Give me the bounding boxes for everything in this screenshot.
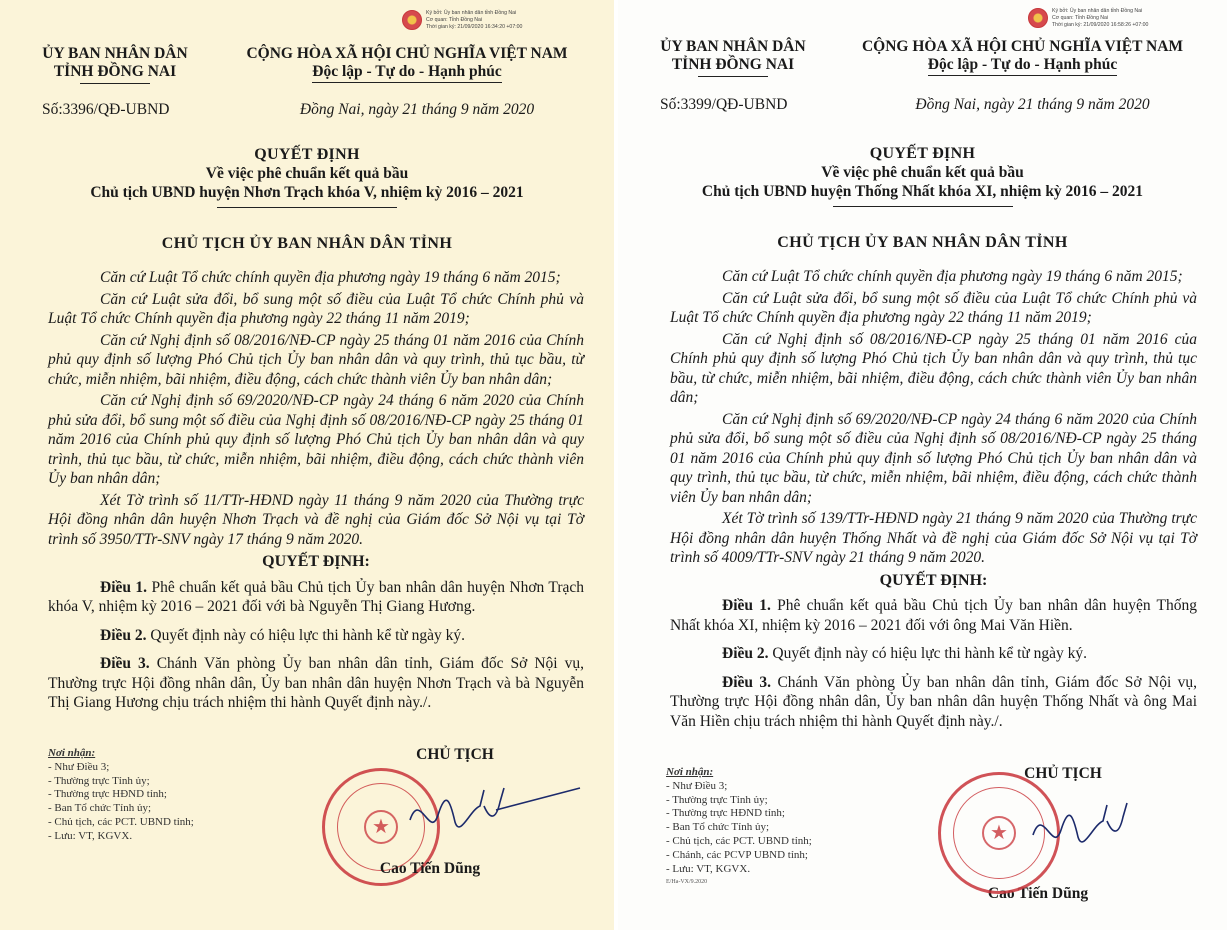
digital-signature-box: [402, 10, 522, 31]
document-title: QUYẾT ĐỊNH Về việc phê chuẩn kết quả bầu Chủ tịch UBND huyện Thống Nhất khóa XI, nhiệm kỳ 2016 – 2021: [618, 144, 1227, 207]
document-subject: Chủ tịch UBND huyện Nhơn Trạch khóa V, nhiệm kỳ 2016 – 2021: [90, 184, 524, 201]
emblem-icon: [1028, 8, 1048, 28]
document-subject: Chủ tịch UBND huyện Thống Nhất khóa XI, nhiệm kỳ 2016 – 2021: [701, 183, 1144, 200]
signature-signer: Ký bởi: Ủy ban nhân dân tỉnh Đồng Nai: [1052, 8, 1143, 14]
preamble-item: Căn cứ Luật Tổ chức chính quyền địa phương ngày 19 tháng 6 năm 2015;: [722, 268, 1183, 285]
signer-name: Cao Tiến Dũng: [987, 885, 1089, 902]
document-header: [0, 45, 614, 84]
issuing-agency: ỦY BAN NHÂN DÂN TỈNH ĐỒNG NAI: [0, 45, 200, 84]
reference-line: [0, 101, 614, 119]
recipient: - Ban Tổ chức Tỉnh ủy;: [666, 821, 770, 834]
document-header: [618, 38, 1227, 77]
signature-block: [938, 765, 1178, 902]
recipient: - Ban Tổ chức Tỉnh ủy;: [48, 802, 152, 815]
recipients-list: Nơi nhận: - Như Điều 3; - Thường trực Tỉnh ủy; - Thường trực HĐND tỉnh; - Ban Tổ chức Tỉnh ủy; - Chủ tịch, các PCT. UBND tỉnh; - Chánh, các PCVP UBND tỉnh; - Lưu: VT, KGVX. E/Ha-VX/9.2020: [666, 766, 812, 890]
document-subtitle: Về việc phê chuẩn kết quả bầu: [205, 165, 409, 182]
article-3: Điều 3. Chánh Văn phòng Ủy ban nhân dân tỉnh, Giám đốc Sở Nội vụ, Thường trực Hội đồng nhân dân, Ủy ban nhân dân huyện Nhơn Trạch và bà Nguyễn Thị Giang Hương chịu trách nhiệm thi hành Quyết định này./.: [48, 655, 585, 711]
national-title: CỘNG HÒA XÃ HỘI CHỦ NGHĨA VIỆT NAM Độc lập - Tự do - Hạnh phúc: [200, 45, 614, 84]
decision-heading: QUYẾT ĐỊNH:: [879, 571, 988, 589]
national-motto: Độc lập - Tự do - Hạnh phúc: [928, 56, 1117, 76]
article-1: Điều 1. Phê chuẩn kết quả bầu Chủ tịch Ủy ban nhân dân huyện Thống Nhất khóa XI, nhiệm kỳ 2016 – 2021 đối với ông Mai Văn Hiền.: [670, 597, 1198, 634]
document-subtitle: Về việc phê chuẩn kết quả bầu: [821, 164, 1024, 181]
signature-org: Cơ quan: Tỉnh Đồng Nai: [426, 17, 483, 23]
signer-title: CHỦ TỊCH: [416, 746, 494, 763]
article-2: Điều 2. Quyết định này có hiệu lực thi hành kể từ ngày ký.: [100, 626, 466, 644]
signature-time: Thời gian ký: 21/09/2020 16:58:26 +07:00: [1052, 22, 1149, 28]
recipient: - Thường trực Tỉnh ủy;: [666, 793, 768, 806]
recipient: - Lưu: VT, KGVX.: [48, 829, 133, 842]
recipient: - Như Điều 3;: [48, 760, 110, 773]
preamble-item: Căn cứ Luật Tổ chức chính quyền địa phương ngày 19 tháng 6 năm 2015;: [100, 269, 561, 286]
authority-heading: CHỦ TỊCH ỦY BAN NHÂN DÂN TỈNH: [161, 235, 453, 252]
recipient: - Thường trực HĐND tỉnh;: [48, 788, 167, 801]
signature-block: [330, 746, 570, 877]
signature-time: Thời gian ký: 21/09/2020 16:34:20 +07:00: [426, 24, 523, 30]
document-right: [618, 0, 1227, 930]
document-body: [48, 268, 584, 722]
document-date: Đồng Nai, ngày 21 tháng 9 năm 2020: [915, 96, 1150, 113]
recipient: - Thường trực HĐND tỉnh;: [666, 807, 785, 820]
reference-line: [618, 96, 1227, 114]
signature-signer: Ký bởi: Ủy ban nhân dân tỉnh Đồng Nai: [426, 10, 517, 16]
recipient: - Chủ tịch, các PCT. UBND tỉnh;: [666, 834, 812, 847]
emblem-icon: [402, 10, 422, 30]
article-2: Điều 2. Quyết định này có hiệu lực thi hành kể từ ngày ký.: [722, 645, 1088, 662]
national-motto: Độc lập - Tự do - Hạnh phúc: [312, 63, 501, 83]
preamble-item: Căn cứ Nghị định số 69/2020/NĐ-CP ngày 24 tháng 6 năm 2020 của Chính phủ sửa đổi, bổ sung một số điều của Nghị định số 08/2016/NĐ-CP ngày 25 tháng 01 năm 2016 của Chính phủ quy định số lượng Phó Chủ tịch Ủy ban nhân dân và quy trình, thủ tục bầu, từ chức, miễn nhiệm, bãi nhiệm, điều động, cách chức thành viên Ủy ban nhân dân;: [670, 410, 1197, 506]
preamble-item: Căn cứ Nghị định số 08/2016/NĐ-CP ngày 25 tháng 01 năm 2016 của Chính phủ quy định số lượng Phó Chủ tịch Ủy ban nhân dân và quy trình, thủ tục bầu, từ chức, miễn nhiệm, bãi nhiệm, điều động, cách chức thành viên Ủy ban nhân dân;: [670, 330, 1197, 406]
preamble-item: Xét Tờ trình số 11/TTr-HĐND ngày 11 tháng 9 năm 2020 của Thường trực Hội đồng nhân dân huyện Nhơn Trạch và đề nghị của Giám đốc Sở Nội vụ tại Tờ trình số 3950/TTr-SNV ngày 17 tháng 9 năm 2020.: [48, 491, 584, 548]
recipients-list: Nơi nhận: - Như Điều 3; - Thường trực Tỉnh ủy; - Thường trực HĐND tỉnh; - Ban Tổ chức Tỉnh ủy; - Chủ tịch, các PCT. UBND tỉnh; - Lưu: VT, KGVX.: [48, 747, 194, 842]
signature-org: Cơ quan: Tỉnh Đồng Nai: [1052, 15, 1109, 21]
decision-heading: QUYẾT ĐỊNH:: [262, 553, 370, 570]
recipient: - Như Điều 3;: [666, 779, 728, 792]
recipient: - Chánh, các PCVP UBND tỉnh;: [666, 848, 808, 861]
article-1: Điều 1. Phê chuẩn kết quả bầu Chủ tịch Ủy ban nhân dân huyện Nhơn Trạch khóa V, nhiệm kỳ 2016 – 2021 đối với bà Nguyễn Thị Giang Hương.: [48, 578, 585, 615]
recipient: - Lưu: VT, KGVX.: [666, 862, 751, 875]
preamble-item: Căn cứ Nghị định số 08/2016/NĐ-CP ngày 25 tháng 01 năm 2016 của Chính phủ quy định số lượng Phó Chủ tịch Ủy ban nhân dân và quy trình, thủ tục bầu, từ chức, miễn nhiệm, bãi nhiệm, điều động, cách chức thành viên Ủy ban nhân dân;: [48, 331, 584, 388]
national-title: CỘNG HÒA XÃ HỘI CHỦ NGHĨA VIỆT NAM Độc lập - Tự do - Hạnh phúc: [818, 38, 1227, 77]
document-number: Số:3396/QĐ-UBND: [42, 101, 170, 118]
handwritten-signature-icon: [400, 780, 590, 850]
signer-name: Cao Tiến Dũng: [379, 860, 481, 877]
document-number: Số:3399/QĐ-UBND: [660, 96, 788, 113]
authority-heading: CHỦ TỊCH ỦY BAN NHÂN DÂN TỈNH: [777, 234, 1068, 251]
document-title: QUYẾT ĐỊNH Về việc phê chuẩn kết quả bầu Chủ tịch UBND huyện Nhơn Trạch khóa V, nhiệm kỳ 2016 – 2021: [0, 145, 614, 208]
preamble-item: Căn cứ Luật sửa đổi, bổ sung một số điều của Luật Tổ chức Chính phủ và Luật Tổ chức Chính quyền địa phương ngày 22 tháng 11 năm 2019;: [48, 290, 584, 327]
preamble-item: Căn cứ Nghị định số 69/2020/NĐ-CP ngày 24 tháng 6 năm 2020 của Chính phủ sửa đổi, bổ sung một số điều của Nghị định số 08/2016/NĐ-CP ngày 25 tháng 01 năm 2016 của Chính phủ quy định số lượng Phó Chủ tịch Ủy ban nhân dân và quy trình, thủ tục bầu, từ chức, miễn nhiệm, bãi nhiệm, điều động, cách chức thành viên Ủy ban nhân dân;: [48, 392, 584, 487]
document-body: [670, 267, 1197, 740]
article-3: Điều 3. Chánh Văn phòng Ủy ban nhân dân tỉnh, Giám đốc Sở Nội vụ, Thường trực Hội đồng nhân dân, Ủy ban nhân dân huyện Thống Nhất và ông Mai Văn Hiền chịu trách nhiệm thi hành Quyết định này./.: [670, 673, 1198, 730]
document-code: E/Ha-VX/9.2020: [666, 879, 708, 886]
recipient: - Chủ tịch, các PCT. UBND tỉnh;: [48, 815, 194, 828]
signer-title: CHỦ TỊCH: [1024, 765, 1102, 782]
preamble-item: Căn cứ Luật sửa đổi, bổ sung một số điều của Luật Tổ chức Chính phủ và Luật Tổ chức Chính quyền địa phương ngày 22 tháng 11 năm 2019;: [670, 289, 1197, 326]
digital-signature-box: [1028, 8, 1148, 29]
issuing-agency: ỦY BAN NHÂN DÂN TỈNH ĐỒNG NAI: [618, 38, 818, 77]
document-date: Đồng Nai, ngày 21 tháng 9 năm 2020: [299, 101, 535, 118]
preamble-item: Xét Tờ trình số 139/TTr-HĐND ngày 21 tháng 9 năm 2020 của Thường trực Hội đồng nhân dân huyện Thống Nhất và đề nghị của Giám đốc Sở Nội vụ tại Tờ trình số 4009/TTr-SNV ngày 21 tháng 9 năm 2020.: [670, 510, 1197, 566]
recipient: - Thường trực Tỉnh ủy;: [48, 774, 150, 787]
